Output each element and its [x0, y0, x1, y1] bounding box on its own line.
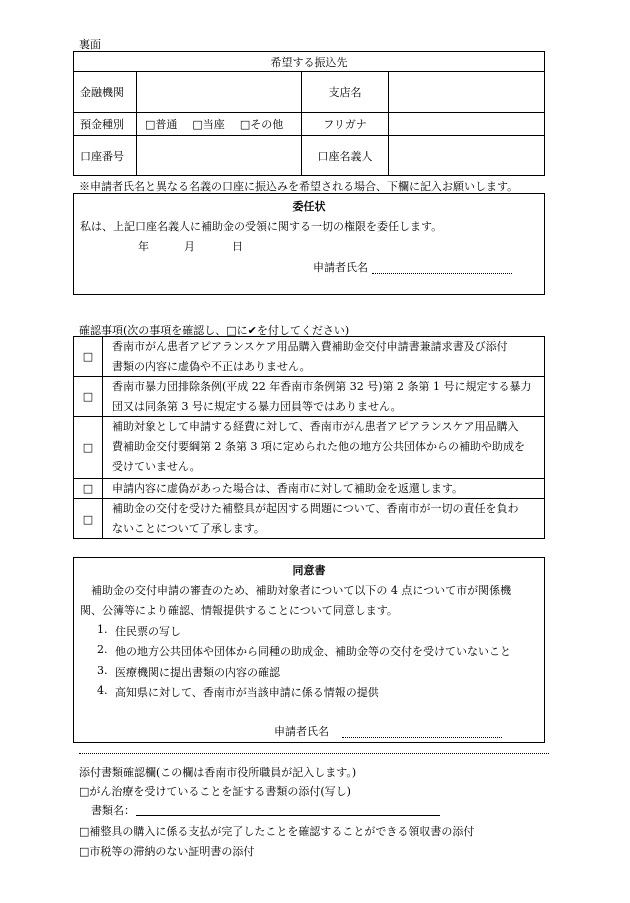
- bank-field[interactable]: [137, 72, 302, 113]
- confirm-checkbox[interactable]: □: [74, 417, 103, 478]
- proxy-day: 日: [232, 240, 243, 253]
- confirm-text: 補助対象として申請する経費に対して、香南市がん患者アピアランスケア用品購入: [112, 420, 519, 433]
- office-heading: 添付書類確認欄(この欄は香南市役所職員が記入します。): [79, 766, 357, 779]
- consent-title: 同意書: [292, 564, 326, 577]
- confirm-checkbox[interactable]: □: [74, 499, 103, 539]
- transfer-note: ※申請者氏名と異なる名義の口座に振込みを希望される場合、下欄に記入お願いします。: [79, 180, 519, 193]
- consent-para1: 補助金の交付申請の審査のため、補助対象者について以下の 4 点について市が関係機: [91, 584, 512, 597]
- proxy-applicant-field[interactable]: [372, 260, 512, 274]
- furigana-label: フリガナ: [302, 113, 389, 136]
- confirm-text: 香南市暴力団排除条例(平成 22 年香南市条例第 32 号)第 2 条第 1 号に規定する暴力: [112, 380, 532, 393]
- consent-item-number: 4.: [97, 684, 108, 697]
- transfer-header: 希望する振込先: [74, 52, 545, 72]
- office-item-photo-copy[interactable]: □がん治療を受けていることを証する書類の添付(写し): [79, 785, 351, 798]
- transfer-table: [73, 51, 545, 176]
- confirm-text: 補助金の交付を受けた補整具が起因する問題について、香南市が一切の責任を負わ: [112, 502, 519, 515]
- confirm-text: 書類の内容に虚偽や不正はありません。: [112, 360, 311, 373]
- proxy-text: 私は、上記口座名義人に補助金の受領に関する一切の権限を委任します。: [80, 220, 443, 233]
- confirm-table: [73, 336, 545, 539]
- confirm-row: [74, 479, 544, 499]
- consent-item-number: 1.: [97, 623, 108, 636]
- bank-label: 金融機関: [74, 72, 137, 113]
- branch-field[interactable]: [389, 72, 545, 113]
- confirm-text: 受けていません。: [112, 460, 201, 473]
- consent-item-text: 住民票の写し: [115, 625, 181, 638]
- consent-item-text: 他の地方公共団体や団体から同種の助成金、補助金等の交付を受けていないこと: [115, 645, 511, 658]
- account-number-label: 口座番号: [74, 136, 137, 176]
- proxy-box: [73, 193, 545, 295]
- confirm-text: 費補助金交付要綱第 2 条第 3 項に定められた他の地方公共団体からの補助や助成を: [112, 440, 525, 453]
- confirm-text: ないことについて了承します。: [112, 522, 265, 535]
- confirm-checkbox[interactable]: □: [74, 479, 103, 498]
- consent-item-text: 高知県に対して、香南市が当該申請に係る情報の提供: [115, 686, 379, 699]
- furigana-field[interactable]: [389, 113, 545, 136]
- confirm-row: [74, 337, 544, 377]
- proxy-month: 月: [184, 240, 195, 253]
- consent-item-text: 医療機関に提出書類の内容の確認: [115, 666, 280, 679]
- consent-box: [73, 557, 545, 743]
- separator-line: [79, 753, 549, 754]
- consent-para2: 関、公簿等により確認、情報提供することについて同意します。: [80, 604, 398, 617]
- confirm-checkbox[interactable]: □: [74, 377, 103, 416]
- branch-label: 支店名: [302, 72, 389, 113]
- option-other-checkbox[interactable]: □その他: [239, 118, 284, 131]
- account-type-label: 預金種別: [74, 113, 137, 136]
- confirm-row: [74, 377, 544, 417]
- consent-item-number: 2.: [97, 643, 108, 656]
- doc-name-label: 書類名：: [91, 804, 135, 817]
- account-type-options: [137, 113, 302, 136]
- proxy-title: 委任状: [292, 200, 326, 213]
- confirm-text: 香南市がん患者アピアランスケア用品購入費補助金交付申請書兼請求書及び添付: [112, 340, 508, 353]
- office-item-receipt[interactable]: □補整具の購入に係る支払が完了したことを確認することができる領収書の添付: [79, 825, 475, 838]
- confirm-row: [74, 499, 544, 539]
- consent-item-number: 3.: [97, 664, 108, 677]
- account-holder-field[interactable]: [389, 136, 545, 176]
- page-label: 裏面: [79, 38, 101, 51]
- confirm-text: 申請内容に虚偽があった場合は、香南市に対して補助金を返還します。: [112, 482, 464, 495]
- confirm-row: [74, 417, 544, 479]
- proxy-applicant-label: 申請者氏名: [313, 261, 368, 274]
- confirm-checkbox[interactable]: □: [74, 337, 103, 376]
- office-item-tax-certificate[interactable]: □市税等の滞納のない証明書の添付: [79, 845, 255, 858]
- proxy-year: 年: [138, 240, 149, 253]
- option-normal-checkbox[interactable]: □普通: [145, 118, 178, 131]
- option-current-checkbox[interactable]: □当座: [192, 118, 225, 131]
- account-holder-label: 口座名義人: [302, 136, 389, 176]
- account-number-field[interactable]: [137, 136, 302, 176]
- doc-name-field[interactable]: [136, 803, 440, 816]
- confirm-heading: 確認事項(次の事項を確認し、□に✔を付してください): [79, 324, 350, 337]
- consent-applicant-label: 申請者氏名: [274, 725, 329, 738]
- consent-applicant-field[interactable]: [342, 725, 502, 738]
- confirm-text: 団又は同条第 3 号に規定する暴力団員等ではありません。: [112, 400, 402, 413]
